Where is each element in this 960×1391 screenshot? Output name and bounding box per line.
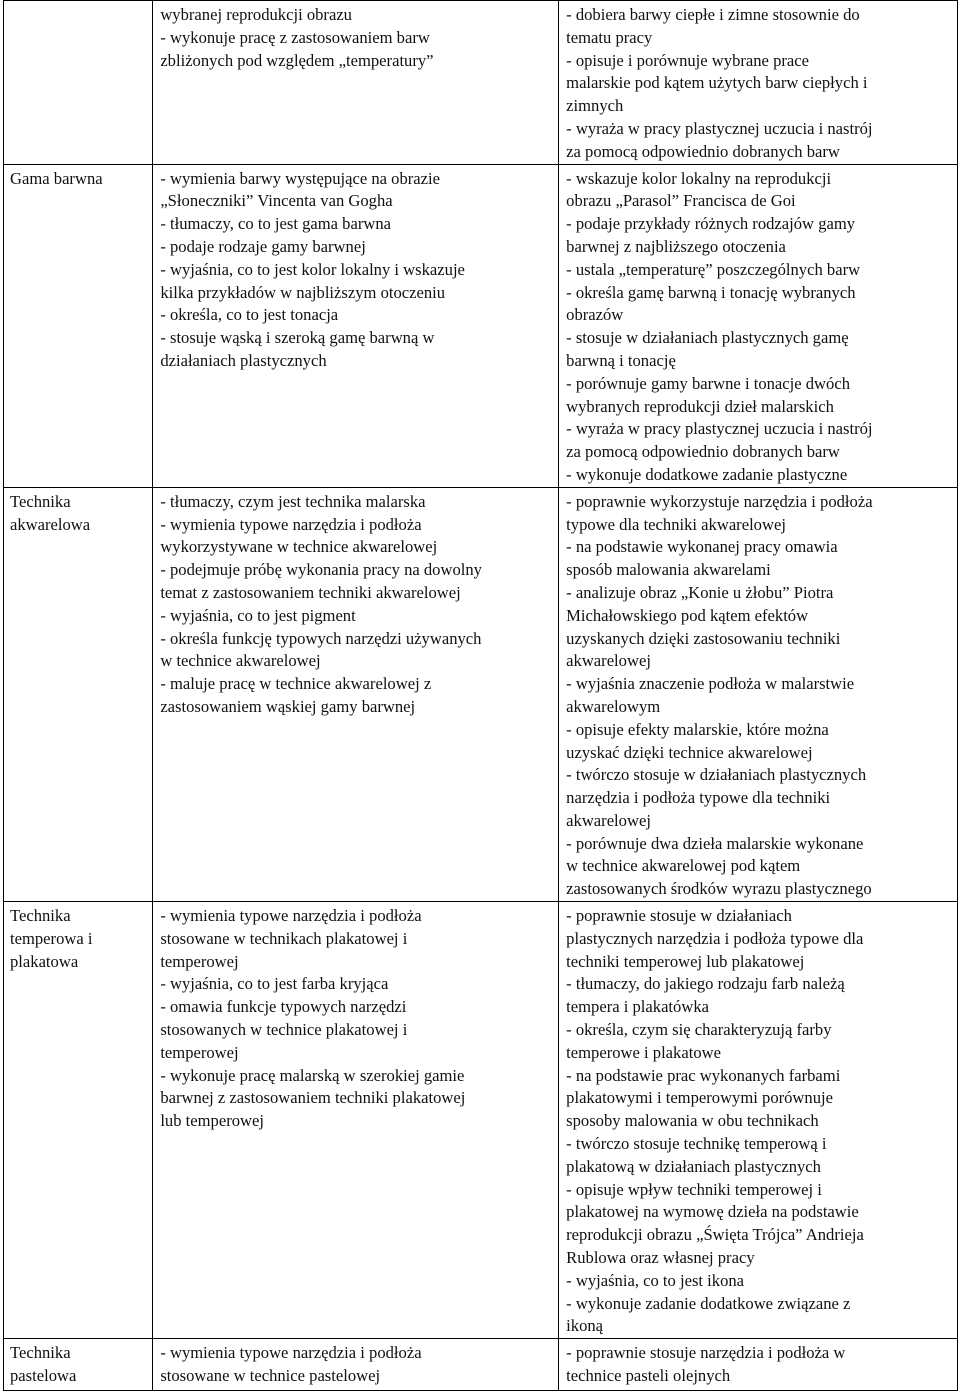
topic-line: pastelowa [10, 1366, 77, 1386]
topic-line: plakatowa [10, 951, 79, 971]
line: plastycznych narzędzia i podłoża typowe dla [566, 928, 864, 948]
line: - omawia funkcje typowych narzędzi [160, 997, 407, 1017]
line: stosowane w technikach plakatowej i [160, 928, 408, 948]
line: tematu pracy [566, 27, 653, 47]
line: plakatowej na wymowę dzieła na podstawie [566, 1202, 859, 1222]
line: - wymienia barwy występujące na obrazie [160, 168, 440, 188]
line: wybranych reprodukcji dzieł malarskich [566, 396, 834, 416]
line: typowe dla techniki akwarelowej [566, 514, 786, 534]
line: Rublowa oraz własnej pracy [566, 1248, 755, 1268]
line: temperowej [160, 1042, 239, 1062]
line: temperowej [160, 951, 239, 971]
line: - tłumaczy, do jakiego rodzaju farb należą [566, 974, 845, 994]
line: plakatową w działaniach plastycznych [566, 1156, 821, 1176]
basic-requirements-cell [153, 487, 559, 901]
topic-line: Technika [10, 491, 71, 511]
extended-requirements-cell [559, 1, 958, 165]
line: kilka przykładów w najbliższym otoczeniu [160, 282, 446, 302]
extended-requirements-cell [559, 1339, 958, 1391]
line: - stosuje w działaniach plastycznych gamę [566, 328, 849, 348]
line: narzędzia i podłoża typowe dla techniki [566, 788, 831, 808]
line: - opisuje efekty malarskie, które można [566, 719, 829, 739]
topic-line: temperowa i [10, 928, 93, 948]
line: - twórczo stosuje w działaniach plastycznych [566, 765, 867, 785]
line: - wykonuje dodatkowe zadanie plastyczne [566, 464, 848, 484]
line: - podejmuje próbę wykonania pracy na dowolny [160, 560, 482, 580]
line: - określa gamę barwną i tonację wybranych [566, 282, 856, 302]
requirements-table [3, 0, 958, 1391]
line: - wyjaśnia, co to jest farba kryjąca [160, 974, 389, 994]
line: lub temperowej [160, 1111, 264, 1131]
line: zbliżonych pod względem „temperatury” [160, 50, 434, 70]
line: za pomocą odpowiednio dobranych barw [566, 141, 840, 161]
line: „Słoneczniki” Vincenta van Gogha [160, 191, 393, 211]
line: akwarelowym [566, 696, 661, 716]
line: obrazów [566, 305, 624, 325]
line: akwarelowej [566, 810, 651, 830]
topic-line: Gama barwna [10, 168, 103, 188]
line: - wymienia typowe narzędzia i podłoża [160, 1343, 422, 1363]
line: - wskazuje kolor lokalny na reprodukcji [566, 168, 832, 188]
topic-cell [4, 1, 153, 165]
line: zimnych [566, 96, 624, 116]
topic-cell [4, 1339, 153, 1391]
line: - maluje pracę w technice akwarelowej z [160, 674, 432, 694]
topic-cell [4, 487, 153, 901]
topic-line: Technika [10, 906, 71, 926]
line: - tłumaczy, co to jest gama barwna [160, 214, 391, 234]
line: reprodukcji obrazu „Święta Trójca” Andrieja [566, 1225, 864, 1245]
line: - twórczo stosuje technikę temperową i [566, 1134, 827, 1154]
basic-requirements-cell [153, 1339, 559, 1391]
line: stosowanych w technice plakatowej i [160, 1020, 408, 1040]
line: - opisuje i porównuje wybrane prace [566, 50, 809, 70]
line: temat z zastosowaniem techniki akwarelowej [160, 582, 461, 602]
topic-line: Technika [10, 1343, 71, 1363]
line: - analizuje obraz „Konie u żłobu” Piotra [566, 582, 834, 602]
line: - określa, czym się charakteryzują farby [566, 1020, 832, 1040]
table-row [4, 164, 958, 487]
line: sposób malowania akwarelami [566, 560, 771, 580]
line: - tłumaczy, czym jest technika malarska [160, 491, 426, 511]
line: - dobiera barwy ciepłe i zimne stosownie do [566, 5, 860, 24]
line: - opisuje wpływ techniki temperowej i [566, 1179, 822, 1199]
line: - wykonuje pracę malarską w szerokiej gamie [160, 1065, 465, 1085]
line: zastosowanych środków wyrazu plastycznego [566, 879, 872, 899]
line: - określa funkcję typowych narzędzi używanych [160, 628, 482, 648]
line: - podaje rodzaje gamy barwnej [160, 236, 366, 256]
line: - określa, co to jest tonacja [160, 305, 339, 325]
extended-requirements-cell [559, 487, 958, 901]
line: techniki temperowej lub plakatowej [566, 951, 805, 971]
line: - wymienia typowe narzędzia i podłoża [160, 514, 422, 534]
line: za pomocą odpowiednio dobranych barw [566, 442, 840, 462]
line: - wyjaśnia, co to jest ikona [566, 1270, 745, 1290]
line: technice pasteli olejnych [566, 1366, 731, 1386]
table-row [4, 902, 958, 1339]
line: - wyjaśnia, co to jest pigment [160, 605, 356, 625]
line: barwną i tonację [566, 350, 676, 370]
line: malarskie pod kątem użytych barw ciepłych i [566, 73, 868, 93]
line: - ustala „temperaturę” poszczególnych barw [566, 259, 861, 279]
line: uzyskanych dzięki zastosowaniu techniki [566, 628, 841, 648]
table-row [4, 487, 958, 901]
line: zastosowaniem wąskiej gamy barwnej [160, 696, 416, 716]
line: - wyjaśnia, co to jest kolor lokalny i wskazuje [160, 259, 465, 279]
line: - wykonuje pracę z zastosowaniem barw [160, 27, 430, 47]
line: - na podstawie wykonanej pracy omawia [566, 537, 838, 557]
line: wybranej reprodukcji obrazu [160, 5, 352, 24]
basic-requirements-cell [153, 164, 559, 487]
line: barwnej z zastosowaniem techniki plakatowej [160, 1088, 466, 1108]
line: - porównuje dwa dzieła malarskie wykonane [566, 833, 864, 853]
line: wykorzystywane w technice akwarelowej [160, 537, 438, 557]
line: - poprawnie stosuje w działaniach [566, 906, 792, 926]
requirements-table-body [4, 1, 958, 1391]
line: tempera i plakatówka [566, 997, 709, 1017]
line: ikoną [566, 1316, 604, 1336]
line: - wymienia typowe narzędzia i podłoża [160, 906, 422, 926]
line: Michałowskiego pod kątem efektów [566, 605, 809, 625]
line: - poprawnie wykorzystuje narzędzia i podłoża [566, 491, 873, 511]
line: - wyraża w pracy plastycznej uczucia i nastrój [566, 419, 873, 439]
table-row [4, 1, 958, 165]
line: w technice akwarelowej pod kątem [566, 856, 801, 876]
line: sposoby malowania w obu technikach [566, 1111, 819, 1131]
line: działaniach plastycznych [160, 350, 327, 370]
line: stosowane w technice pastelowej [160, 1366, 381, 1386]
line: - wyraża w pracy plastycznej uczucia i nastrój [566, 118, 873, 138]
line: w technice akwarelowej [160, 651, 321, 671]
topic-cell [4, 902, 153, 1339]
line: - podaje przykłady różnych rodzajów gamy [566, 214, 856, 234]
topic-line: akwarelowa [10, 514, 91, 534]
line: plakatowymi i temperowymi porównuje [566, 1088, 833, 1108]
topic-cell [4, 164, 153, 487]
line: - poprawnie stosuje narzędzia i podłoża w [566, 1343, 846, 1363]
line: - porównuje gamy barwne i tonacje dwóch [566, 373, 851, 393]
line: - wyjaśnia znaczenie podłoża w malarstwie [566, 674, 855, 694]
basic-requirements-cell [153, 902, 559, 1339]
extended-requirements-cell [559, 164, 958, 487]
line: - stosuje wąską i szeroką gamę barwną w [160, 328, 435, 348]
line: temperowe i plakatowe [566, 1042, 721, 1062]
line: - na podstawie prac wykonanych farbami [566, 1065, 841, 1085]
line: obrazu „Parasol” Francisca de Goi [566, 191, 796, 211]
table-row [4, 1339, 958, 1391]
line: - wykonuje zadanie dodatkowe związane z [566, 1293, 851, 1313]
extended-requirements-cell [559, 902, 958, 1339]
line: uzyskać dzięki technice akwarelowej [566, 742, 813, 762]
line: barwnej z najbliższego otoczenia [566, 236, 786, 256]
line: akwarelowej [566, 651, 651, 671]
basic-requirements-cell [153, 1, 559, 165]
